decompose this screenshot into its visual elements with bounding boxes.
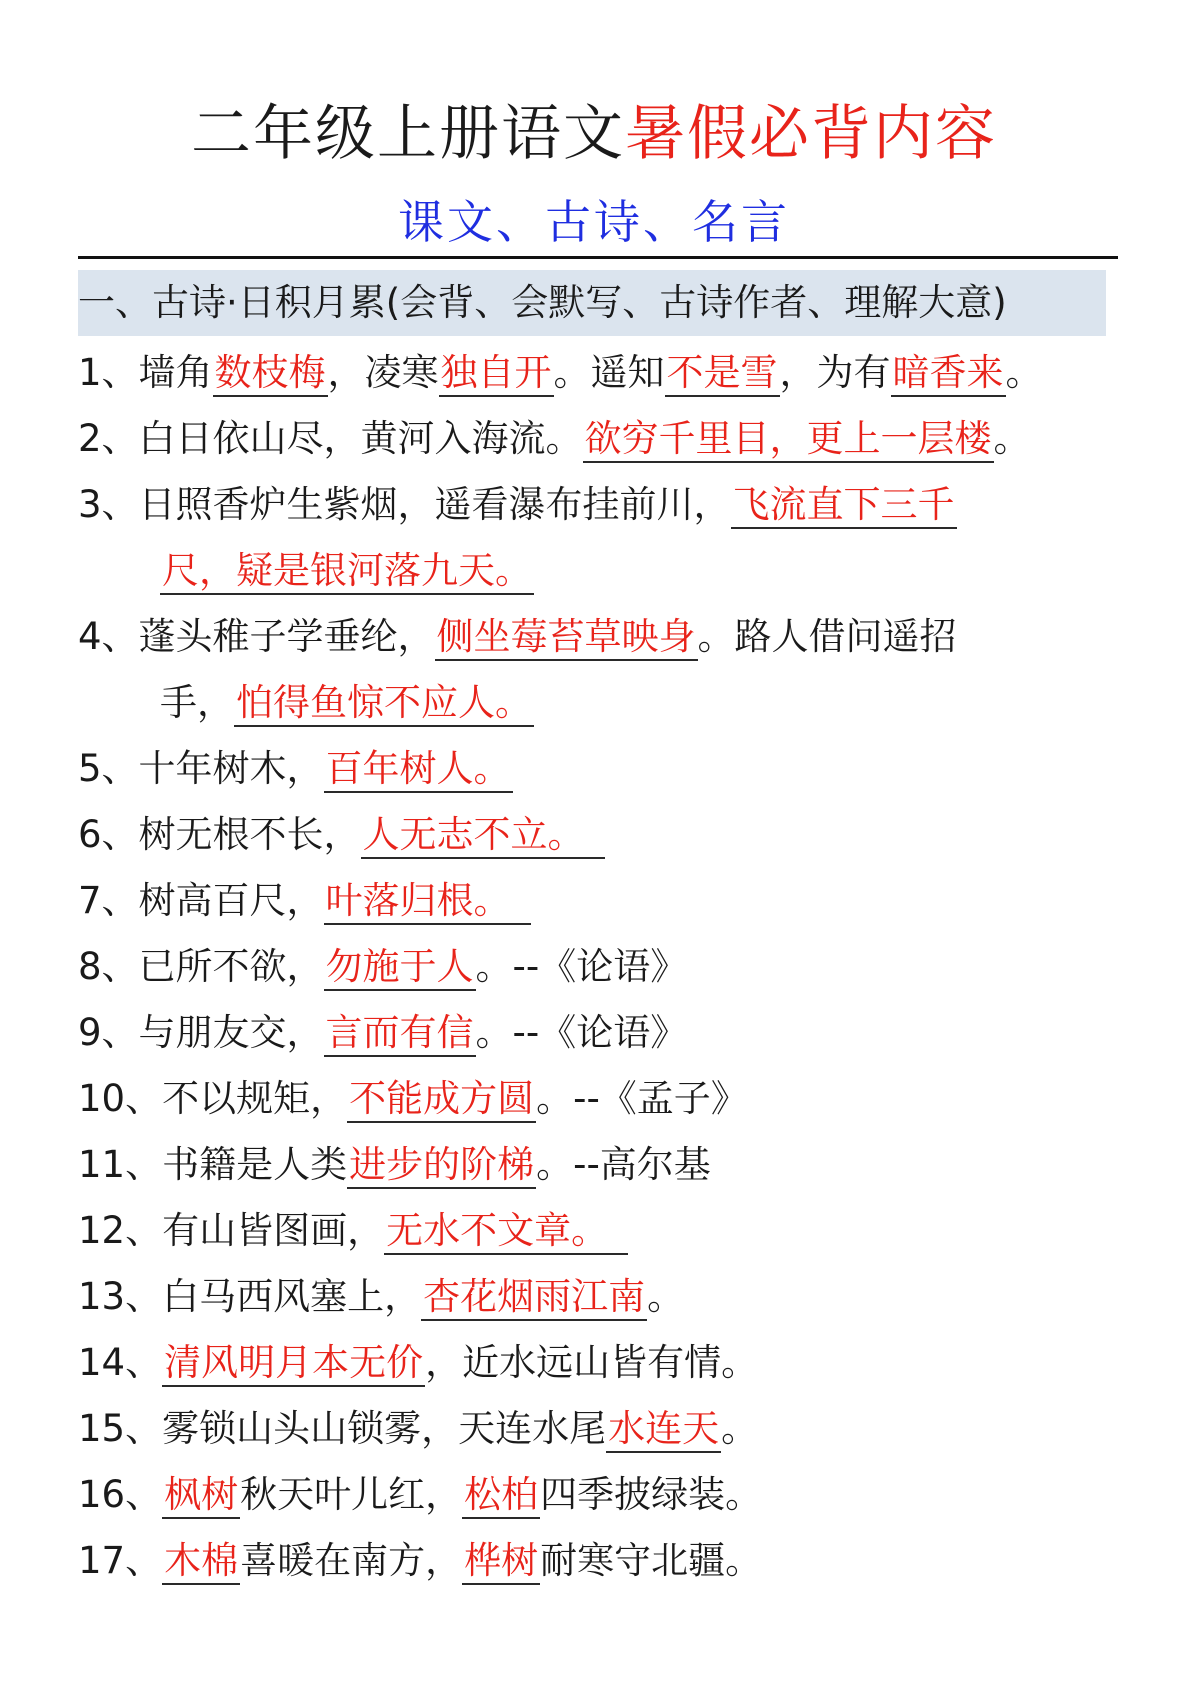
item-text: 喜暖在南方，	[240, 1539, 463, 1582]
page-title	[0, 92, 1188, 176]
answer-blank: 百年树人。	[324, 747, 513, 793]
item-text: 。--《孟子》	[536, 1077, 748, 1120]
list-item	[78, 604, 1118, 670]
list-item-continuation	[78, 670, 1118, 736]
answer-blank: 不能成方圆	[347, 1077, 536, 1123]
item-text: 3、日照香炉生紫烟，遥看瀑布挂前川，	[78, 483, 731, 526]
answer-blank: 清风明月本无价	[162, 1341, 425, 1387]
item-text: 14、	[78, 1341, 163, 1384]
recitation-list	[78, 340, 1118, 1594]
list-item	[78, 1198, 1118, 1264]
list-item	[78, 1132, 1118, 1198]
item-text: 10、不以规矩，	[78, 1077, 348, 1120]
answer-blank: 欲穷千里目，更上一层楼	[583, 417, 994, 463]
answer-blank: 人无志不立。	[361, 813, 605, 859]
section-heading: 一、古诗·日积月累(会背、会默写、古诗作者、理解大意)	[78, 270, 1106, 336]
item-text: 耐寒守北疆。	[540, 1539, 763, 1582]
answer-blank: 数枝梅	[213, 351, 328, 397]
item-text: 16、	[78, 1473, 163, 1516]
list-item	[78, 472, 1118, 538]
item-text: 。--高尔基	[536, 1143, 711, 1186]
answer-blank: 飞流直下三千	[731, 483, 957, 529]
answer-blank: 言而有信	[324, 1011, 476, 1057]
item-text: 秋天叶儿红，	[240, 1473, 463, 1516]
item-text: ，为有	[779, 351, 891, 394]
list-item	[78, 1396, 1118, 1462]
list-item	[78, 736, 1118, 802]
item-text: 13、白马西风塞上，	[78, 1275, 422, 1318]
list-item	[78, 1264, 1118, 1330]
answer-blank: 叶落归根。	[324, 879, 531, 925]
item-text: 8、已所不欲，	[78, 945, 324, 988]
item-text: 。	[1005, 351, 1043, 394]
title-divider	[78, 256, 1118, 259]
item-text: 6、树无根不长，	[78, 813, 361, 856]
answer-blank: 木棉	[162, 1539, 240, 1585]
list-item	[78, 1528, 1118, 1594]
item-text: 4、蓬头稚子学垂纶，	[78, 615, 435, 658]
item-text: ，凌寒	[327, 351, 439, 394]
list-item	[78, 934, 1118, 1000]
answer-blank: 桦树	[462, 1539, 540, 1585]
item-text: 。路人借问遥招	[697, 615, 957, 658]
answer-blank: 杏花烟雨江南	[421, 1275, 647, 1321]
item-text: 。	[993, 417, 1031, 460]
item-text: 手，	[160, 681, 234, 724]
answer-blank: 尺，疑是银河落九天。	[160, 549, 534, 595]
item-text: 。	[647, 1275, 685, 1318]
answer-blank: 无水不文章。	[384, 1209, 628, 1255]
item-text: 四季披绿装。	[540, 1473, 763, 1516]
item-text: 1、墙角	[78, 351, 213, 394]
list-item	[78, 1066, 1118, 1132]
item-text: 12、有山皆图画，	[78, 1209, 385, 1252]
answer-blank: 侧坐莓苔草映身	[435, 615, 698, 661]
item-text: 。--《论语》	[475, 945, 688, 988]
item-text: 。	[721, 1407, 759, 1450]
item-text: 。--《论语》	[475, 1011, 688, 1054]
answer-blank: 不是雪	[665, 351, 780, 397]
list-item	[78, 868, 1118, 934]
item-text: 9、与朋友交，	[78, 1011, 324, 1054]
answer-blank: 水连天	[606, 1407, 721, 1453]
item-text: 2、白日依山尽，黄河入海流。	[78, 417, 583, 460]
item-text: 15、雾锁山头山锁雾，天连水尾	[78, 1407, 607, 1450]
answer-blank: 枫树	[162, 1473, 240, 1519]
list-item	[78, 802, 1118, 868]
list-item	[78, 1000, 1118, 1066]
item-text: 。遥知	[553, 351, 665, 394]
page-subtitle: 课文、古诗、名言	[398, 195, 790, 249]
item-text: 5、十年树木，	[78, 747, 324, 790]
list-item	[78, 1462, 1118, 1528]
list-item-continuation	[78, 538, 1118, 604]
answer-blank: 进步的阶梯	[347, 1143, 536, 1189]
answer-blank: 独自开	[439, 351, 554, 397]
list-item	[78, 406, 1118, 472]
item-text: 17、	[78, 1539, 163, 1582]
title-red: 暑假必背内容	[625, 99, 997, 169]
list-item	[78, 1330, 1118, 1396]
item-text: 7、树高百尺，	[78, 879, 324, 922]
answer-blank: 松柏	[462, 1473, 540, 1519]
answer-blank: 怕得鱼惊不应人。	[234, 681, 534, 727]
title-black: 二年级上册语文	[191, 99, 625, 169]
item-text: ，近水远山皆有情。	[425, 1341, 759, 1384]
list-item	[78, 340, 1118, 406]
answer-blank: 暗香来	[891, 351, 1006, 397]
answer-blank: 勿施于人	[324, 945, 476, 991]
item-text: 11、书籍是人类	[78, 1143, 348, 1186]
